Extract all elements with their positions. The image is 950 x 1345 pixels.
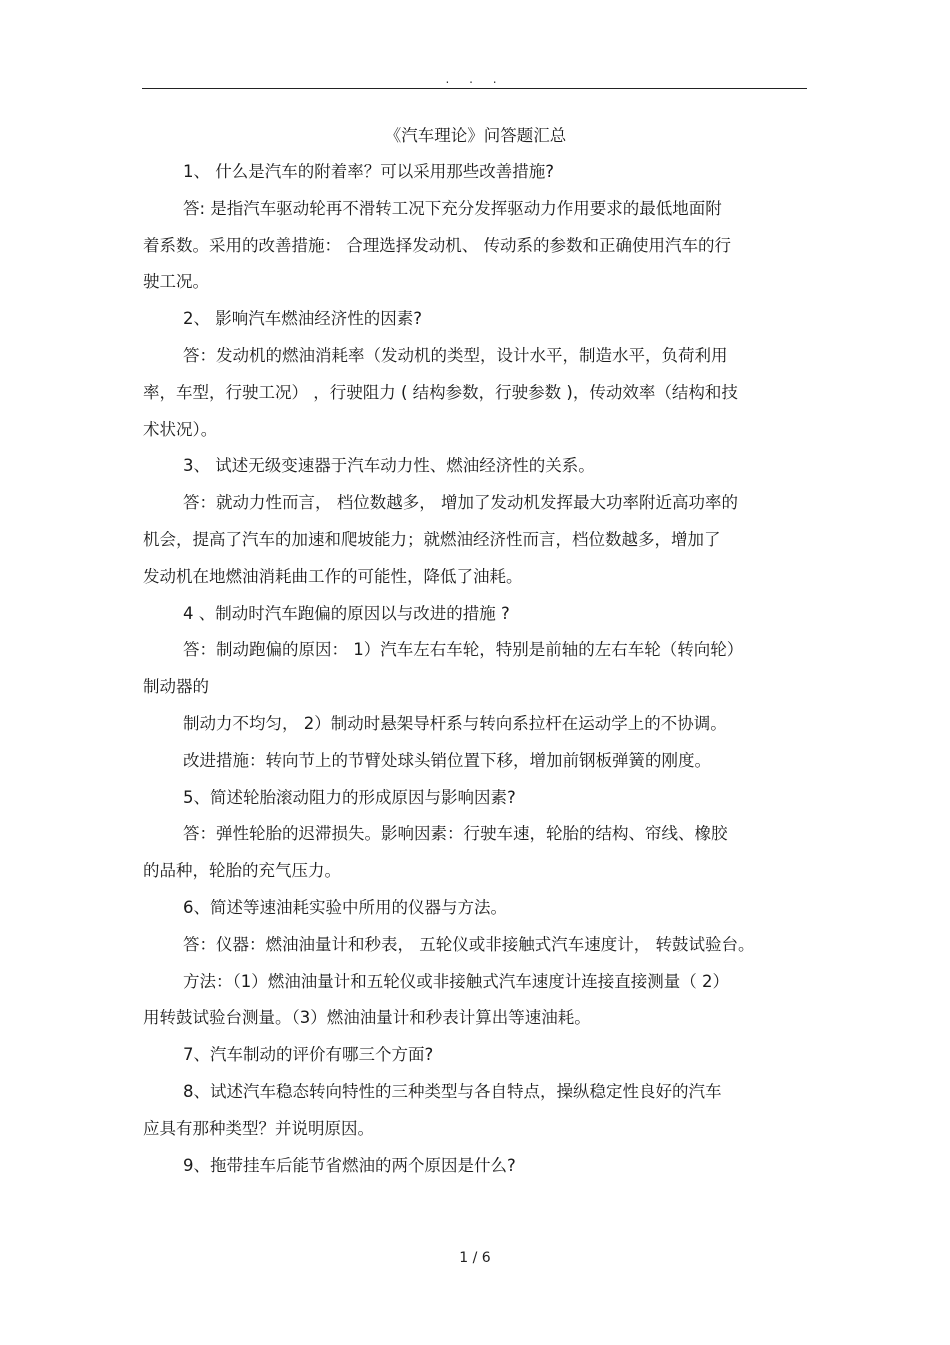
text-line: 发动机在地燃油消耗曲工作的可能性，降低了油耗。	[143, 566, 523, 586]
text-line: 机会，提高了汽车的加速和爬坡能力；就燃油经济性而言，档位数越多，增加了	[143, 529, 721, 549]
text-line: 2、 影响汽车燃油经济性的因素?	[183, 309, 423, 329]
page-number: 1 / 6	[459, 1250, 491, 1266]
text-line: 7、汽车制动的评价有哪三个方面?	[183, 1045, 434, 1065]
text-line: 答：仪器：燃油油量计和秒表， 五轮仪或非接触式汽车速度计， 转鼓试验台。	[183, 934, 755, 954]
text-line: 制动器的	[143, 677, 209, 697]
text-line: 1、 什么是汽车的附着率？可以采用那些改善措施?	[183, 162, 555, 181]
document-body	[143, 118, 808, 1184]
text-line: 应具有那种类型？并说明原因。	[143, 1118, 374, 1138]
header-rule	[142, 88, 807, 89]
text-line: 驶工况。	[143, 272, 209, 292]
text-line: 方法：（1）燃油油量计和五轮仪或非接触式汽车速度计连接直接测量（ 2）	[183, 971, 729, 991]
header-mark: . . .	[445, 72, 505, 86]
text-line: 答：发动机的燃油消耗率（发动机的类型，设计水平，制造水平，负荷利用	[183, 345, 728, 365]
text-line: 答: 是指汽车驱动轮再不滑转工况下充分发挥驱动力作用要求的最低地面附	[183, 198, 722, 218]
text-line: 改进措施：转向节上的节臂处球头销位置下移，增加前钢板弹簧的刚度。	[183, 750, 711, 770]
text-line: 答：制动跑偏的原因： 1）汽车左右车轮，特别是前轴的左右车轮（转向轮）	[183, 640, 744, 660]
text-line: 的品种，轮胎的充气压力。	[143, 861, 341, 881]
text-line: 着系数。采用的改善措施： 合理选择发动机、 传动系的参数和正确使用汽车的行	[143, 235, 731, 255]
text-line: 率，车型，行驶工况） ，行驶阻力 ( 结构参数，行驶参数 )，传动效率（结构和技	[143, 382, 738, 402]
text-line: 3、 试述无级变速器于汽车动力性、燃油经济性的关系。	[183, 456, 595, 476]
text-line: 5、简述轮胎滚动阻力的形成原因与影响因素?	[183, 787, 516, 807]
text-line: 9、拖带挂车后能节省燃油的两个原因是什么?	[183, 1155, 516, 1175]
text-line: 答：弹性轮胎的迟滞损失。影响因素：行驶车速，轮胎的结构、帘线、橡胶	[183, 824, 728, 844]
text-line: 6、简述等速油耗实验中所用的仪器与方法。	[183, 897, 507, 917]
text-line: 答：就动力性而言， 档位数越多， 增加了发动机发挥最大功率附近高功率的	[183, 493, 738, 513]
text-line: 8、试述汽车稳态转向特性的三种类型与各自特点，操纵稳定性良好的汽车	[183, 1081, 722, 1101]
document-title: 《汽车理论》问答题汇总	[384, 126, 567, 145]
text-line: 用转鼓试验台测量。（3）燃油油量计和秒表计算出等速油耗。	[143, 1008, 591, 1028]
text-lines	[143, 154, 808, 1184]
text-line: 制动力不均匀， 2）制动时悬架导杆系与转向系拉杆在运动学上的不协调。	[183, 713, 727, 733]
text-line: 术状况）。	[143, 419, 218, 439]
text-line: 4 、制动时汽车跑偏的原因以与改进的措施 ?	[183, 603, 510, 623]
